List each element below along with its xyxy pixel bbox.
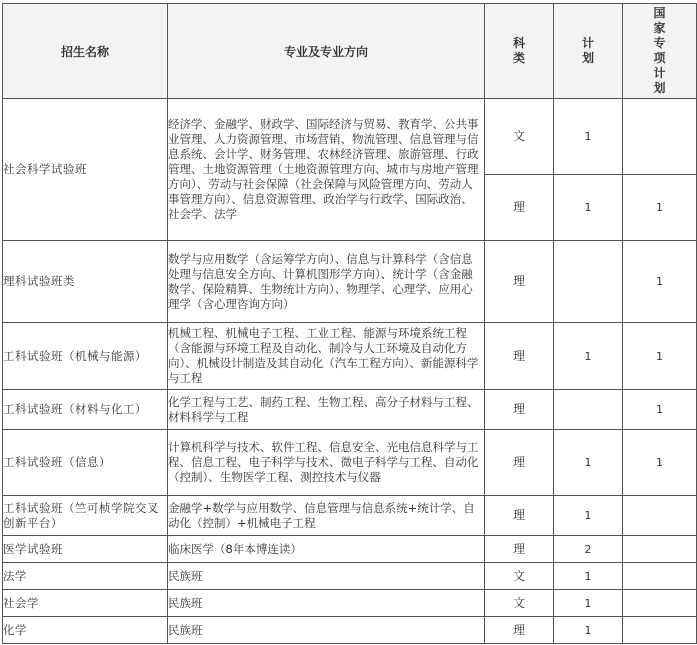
- row-major: 化学工程与工艺、制药工程、生物工程、高分子材料与工程、材料科学与工程: [168, 390, 485, 430]
- table-row: [3, 390, 697, 430]
- row-plan: 1: [554, 590, 623, 617]
- row-national: [623, 590, 697, 617]
- row-category: 理: [485, 175, 554, 241]
- row-name: 工科试验班（信息）: [3, 430, 168, 496]
- header-national: 国家专项计划: [623, 4, 697, 99]
- table-row: [3, 590, 697, 617]
- row-category: 理: [485, 536, 554, 563]
- header-name: 招生名称: [3, 4, 168, 99]
- table-row: [3, 563, 697, 590]
- row-national: 1: [623, 430, 697, 496]
- row-name: 化学: [3, 617, 168, 644]
- table-row: [3, 99, 697, 175]
- row-category: 理: [485, 430, 554, 496]
- row-national: 1: [623, 241, 697, 323]
- row-category: 理: [485, 496, 554, 536]
- row-national: [623, 496, 697, 536]
- header-category: 科类: [485, 4, 554, 99]
- row-national: [623, 536, 697, 563]
- table-row: [3, 323, 697, 390]
- row-category: 理: [485, 617, 554, 644]
- row-major: 经济学、金融学、财政学、国际经济与贸易、教育学、公共事业管理、人力资源管理、市场营销、物流管理、信息管理与信息系统、会计学、财务管理、农林经济管理、旅游管理、行政管理、土地资源管理（土地资源管理方向、城市与房地产管理方向）、劳动与社会保障（社会保障与风险管理方向、劳动人事管理方向）、信息资源管理、政治学与行政学、国际政治、社会学、法学: [168, 99, 485, 241]
- row-plan: 1: [554, 99, 623, 175]
- row-plan: 1: [554, 563, 623, 590]
- row-major: 机械工程、机械电子工程、工业工程、能源与环境系统工程（含能源与环境工程及自动化、制冷与人工环境及自动化方向）、机械设计制造及其自动化（汽车工程方向）、新能源科学与工程: [168, 323, 485, 390]
- row-name: 工科试验班（机械与能源）: [3, 323, 168, 390]
- row-plan: 1: [554, 430, 623, 496]
- row-national: 1: [623, 323, 697, 390]
- row-category: 文: [485, 590, 554, 617]
- table-row: [3, 536, 697, 563]
- row-category: 理: [485, 241, 554, 323]
- row-major: 民族班: [168, 590, 485, 617]
- row-national: [623, 99, 697, 175]
- row-major: 数学与应用数学（含运筹学方向）、信息与计算科学（含信息处理与信息安全方向、计算机图形学方向）、统计学（含金融数学、保险精算、生物统计方向）、物理学、心理学、应用心理学（含心理咨询方向）: [168, 241, 485, 323]
- row-major: 民族班: [168, 563, 485, 590]
- row-major: 计算机科学与技术、软件工程、信息安全、光电信息科学与工程、信息工程、电子科学与技术、微电子科学与工程、自动化（控制）、生物医学工程、测控技术与仪器: [168, 430, 485, 496]
- table-row: [3, 430, 697, 496]
- table-header-row: [3, 4, 697, 99]
- row-name: 工科试验班（竺可桢学院交叉创新平台）: [3, 496, 168, 536]
- row-name: 社会科学试验班: [3, 99, 168, 241]
- row-national: 1: [623, 390, 697, 430]
- row-plan: 2: [554, 536, 623, 563]
- row-name: 理科试验班类: [3, 241, 168, 323]
- row-major: 金融学+数学与应用数学、信息管理与信息系统+统计学、自动化（控制）+机械电子工程: [168, 496, 485, 536]
- row-plan: 1: [554, 323, 623, 390]
- row-category: 理: [485, 323, 554, 390]
- row-category: 文: [485, 99, 554, 175]
- row-plan: [554, 241, 623, 323]
- row-plan: 1: [554, 175, 623, 241]
- row-name: 法学: [3, 563, 168, 590]
- row-plan: 1: [554, 496, 623, 536]
- table-row: [3, 241, 697, 323]
- row-name: 社会学: [3, 590, 168, 617]
- header-plan: 计划: [554, 4, 623, 99]
- table-row: [3, 617, 697, 644]
- row-plan: [554, 390, 623, 430]
- row-category: 文: [485, 563, 554, 590]
- row-major: 民族班: [168, 617, 485, 644]
- row-national: [623, 617, 697, 644]
- row-national: 1: [623, 175, 697, 241]
- row-national: [623, 563, 697, 590]
- row-name: 工科试验班（材料与化工）: [3, 390, 168, 430]
- row-name: 医学试验班: [3, 536, 168, 563]
- enrollment-plan-table: [2, 3, 697, 644]
- row-major: 临床医学（8年本博连读）: [168, 536, 485, 563]
- header-major: 专业及专业方向: [168, 4, 485, 99]
- row-category: 理: [485, 390, 554, 430]
- table-row: [3, 496, 697, 536]
- row-plan: 1: [554, 617, 623, 644]
